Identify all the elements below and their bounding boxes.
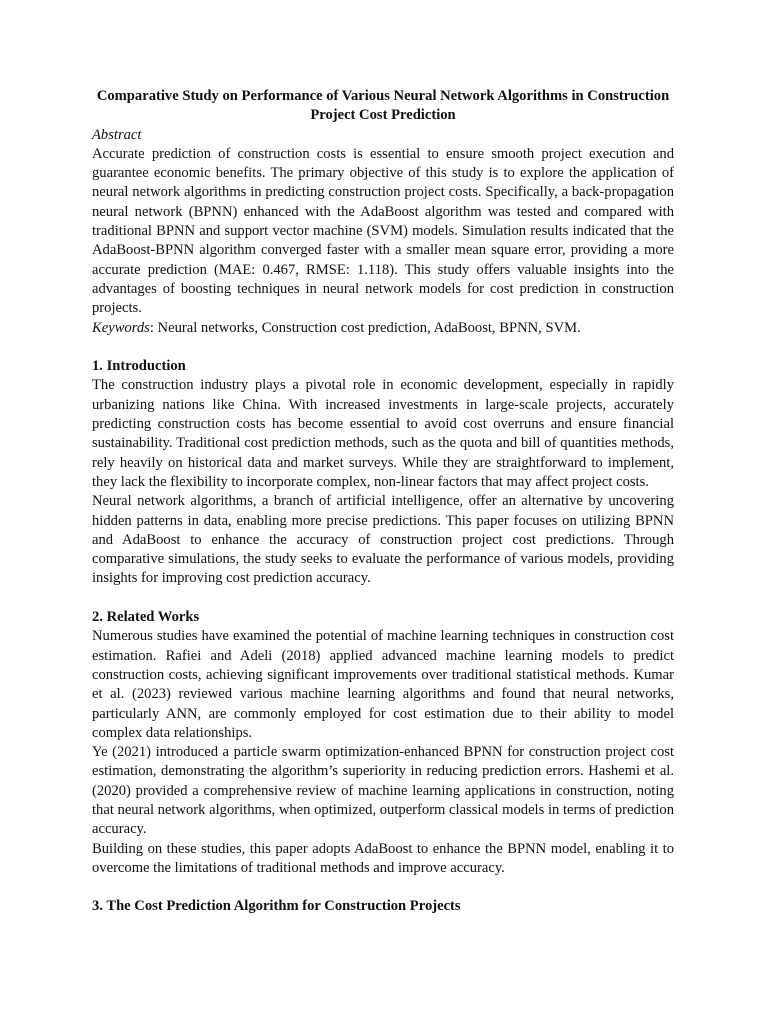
abstract-text: Accurate prediction of construction costs is essential to ensure smooth project execution and guarantee economic benefits. The primary objective of this study is to explore the application of neural network algorithms in predicting construction project costs. Specifically, a back-propagation neural network (BPNN) enhanced with the AdaBoost algorithm was tested and compared with traditional BPNN and support vector machine (SVM) models. Simulation results indicated that the AdaBoost-BPNN algorithm converged faster with a smaller mean square error, providing a more accurate prediction (MAE: 0.467, RMSE: 1.118). This study offers valuable insights into the advantages of boosting techniques in neural network models for cost prediction in construction projects.: [92, 145, 674, 317]
keywords-label: Keywords: [92, 319, 150, 336]
section-heading: 3. The Cost Prediction Algorithm for Construction Projects: [92, 898, 461, 915]
paper-title: Comparative Study on Performance of Various Neural Network Algorithms in Construction Project Cost Prediction: [96, 88, 670, 124]
paragraph: Numerous studies have examined the potential of machine learning techniques in construction cost estimation. Rafiei and Adeli (2018) applied advanced machine learning models to predict construction costs, achieving significant improvements over traditional statistical methods. Kumar et al. (2023) reviewed various machine learning algorithms and found that neural networks, particularly ANN, are commonly employed for cost estimation due to their ability to model complex data relationships.: [92, 628, 674, 741]
abstract-label: Abstract: [92, 126, 142, 143]
paragraph: Ye (2021) introduced a particle swarm optimization-enhanced BPNN for construction project cost estimation, demonstrating the algorithm’s superiority in reducing prediction errors. Hashemi et al. (2020) provided a comprehensive review of machine learning applications in construction, noting that neural network algorithms, when optimized, outperform classical models in terms of prediction accuracy.: [92, 744, 674, 838]
section-heading: 2. Related Works: [92, 609, 200, 626]
section-cost-prediction-algorithm: [92, 897, 674, 916]
section-heading: 1. Introduction: [92, 358, 186, 375]
section-introduction: [92, 357, 674, 589]
paper-page: [92, 87, 674, 917]
paragraph: Neural network algorithms, a branch of artificial intelligence, offer an alternative by uncovering hidden patterns in data, enabling more precise predictions. This paper focuses on utilizing BPNN and AdaBoost to enhance the accuracy of construction project cost predictions. Through comparative simulations, the study seeks to evaluate the performance of various models, providing insights for improving cost prediction accuracy.: [92, 493, 674, 587]
keywords-line: [92, 319, 674, 338]
section-related-works: [92, 608, 674, 878]
paragraph: Building on these studies, this paper adopts AdaBoost to enhance the BPNN model, enabling it to overcome the limitations of traditional methods and improve accuracy.: [92, 840, 674, 876]
keywords-text: : Neural networks, Construction cost prediction, AdaBoost, BPNN, SVM.: [149, 319, 581, 336]
paragraph: The construction industry plays a pivotal role in economic development, especially in rapidly urbanizing nations like China. With increased investments in large-scale projects, accurately predicting construction costs has become essential to avoid cost overruns and ensure financial sustainability. Traditional cost prediction methods, such as the quota and bill of quantities methods, rely heavily on historical data and market surveys. While they are straightforward to implement, they lack the flexibility to incorporate complex, non-linear factors that may affect project costs.: [92, 377, 674, 490]
